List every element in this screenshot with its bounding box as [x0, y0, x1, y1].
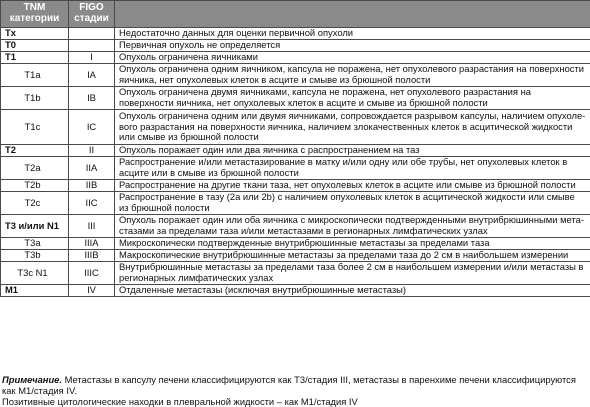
- table-row: [1, 40, 590, 52]
- table-row: [1, 145, 590, 157]
- table-body: [1, 28, 590, 297]
- header-tnm-line2: категории: [3, 14, 66, 25]
- header-tnm-line1: TNM: [3, 3, 66, 14]
- table-row: [1, 110, 590, 145]
- figo-stage-cell: IIA: [69, 157, 115, 180]
- header-figo-line1: FIGO: [71, 3, 112, 14]
- description-cell: Первичная опухоль не определяется: [115, 40, 590, 52]
- tnm-category-cell: Tx: [1, 28, 69, 40]
- table-row: [1, 192, 590, 215]
- tnm-category-cell: T2c: [1, 192, 69, 215]
- description-cell: Внутрибрюшинные метастазы за пределами таза более 2 см в наибольшем измерении и/или метастазы в регионарных лимфатических узлах: [115, 262, 590, 285]
- table-row: [1, 157, 590, 180]
- tnm-category-cell: T1: [1, 52, 69, 64]
- footnote-text1: Метастазы в капсулу печени классифицируются как T3/стадия III, метастазы в паренхиме печени классифицируются как M1/стадия IV.: [2, 374, 576, 396]
- tnm-category-cell: M1: [1, 285, 69, 297]
- table-row: [1, 262, 590, 285]
- table-row: [1, 87, 590, 110]
- footnote-line2: Позитивные цитологические находки в плевральной жидкости – как M1/стадия IV: [2, 396, 588, 407]
- figo-stage-cell: I: [69, 52, 115, 64]
- description-cell: Отдаленные метастазы (исключая внутрибрюшинные метастазы): [115, 285, 590, 297]
- description-cell: Опухоль ограничена яичниками: [115, 52, 590, 64]
- tnm-category-cell: T1c: [1, 110, 69, 145]
- description-cell: Опухоль ограничена двумя яичниками, капсула не поражена, нет опухолевого разрастания на поверхности яичника, нет опухолевых клеток в асците и смыве из брюшной полости: [115, 87, 590, 110]
- figo-stage-cell: IIB: [69, 180, 115, 192]
- figo-stage-cell: IIC: [69, 192, 115, 215]
- description-cell: Распространение в тазу (2a или 2b) с наличием опухолевых клеток в асцитической жидкости или смыве из брюшной полости: [115, 192, 590, 215]
- figo-stage-cell: II: [69, 145, 115, 157]
- figo-stage-cell: IV: [69, 285, 115, 297]
- description-cell: Недостаточно данных для оценки первичной опухоли: [115, 28, 590, 40]
- tnm-category-cell: T1a: [1, 64, 69, 87]
- tnm-category-cell: T3c N1: [1, 262, 69, 285]
- description-cell: Микроскопически подтвержденные внутрибрюшинные метастазы за пределами таза: [115, 238, 590, 250]
- description-cell: Распространение и/или метастазирование в матку и/или одну или обе трубы, нет опухолевых клеток в асците или в смыве из брюшной полости: [115, 157, 590, 180]
- header-tnm: [1, 1, 69, 28]
- table-row: [1, 238, 590, 250]
- footnote-line1: [2, 374, 588, 396]
- tnm-category-cell: T2a: [1, 157, 69, 180]
- table-row: [1, 215, 590, 238]
- figo-stage-cell: IC: [69, 110, 115, 145]
- table-row: [1, 64, 590, 87]
- tnm-category-cell: T3b: [1, 250, 69, 262]
- figo-stage-cell: IIIB: [69, 250, 115, 262]
- description-cell: Опухоль ограничена одним яичником, капсула не поражена, нет опухолевого разрастания на поверхности яичника, нет опухолевых клеток в асците и смыве из брюшной полости: [115, 64, 590, 87]
- figo-stage-cell: [69, 28, 115, 40]
- tnm-category-cell: T3 и/или N1: [1, 215, 69, 238]
- tnm-category-cell: T0: [1, 40, 69, 52]
- table-header-row: [1, 1, 590, 28]
- table-row: [1, 250, 590, 262]
- tnm-category-cell: T3a: [1, 238, 69, 250]
- header-description: [115, 1, 590, 28]
- figo-stage-cell: [69, 40, 115, 52]
- description-cell: Распространение на другие ткани таза, нет опухолевых клеток в асците или смыве из брюшной полости: [115, 180, 590, 192]
- figo-stage-cell: IIIC: [69, 262, 115, 285]
- tnm-category-cell: T2b: [1, 180, 69, 192]
- table-row: [1, 285, 590, 297]
- table-row: [1, 28, 590, 40]
- figo-stage-cell: IB: [69, 87, 115, 110]
- description-cell: Опухоль поражает один или два яичника с распространением на таз: [115, 145, 590, 157]
- description-cell: Опухоль поражает один или оба яичника с микроскопически подтвержденными внутрибрюшинными мета-стазами за пределами таза и/или метастазами в регионарных лимфатических узлах: [115, 215, 590, 238]
- description-cell: Опухоль ограничена одним или двумя яичниками, сопровождается разрывом капсулы, наличием опухоле-вого разрастания на поверхности яичника, наличием злокачественных клеток в асцитической жидкости или смыве из брюшной полости: [115, 110, 590, 145]
- footnote-label: Примечание.: [2, 374, 62, 385]
- figo-stage-cell: IIIA: [69, 238, 115, 250]
- figo-stage-cell: IA: [69, 64, 115, 87]
- tnm-category-cell: T1b: [1, 87, 69, 110]
- tnm-category-cell: T2: [1, 145, 69, 157]
- table-row: [1, 180, 590, 192]
- figo-stage-cell: III: [69, 215, 115, 238]
- header-figo: [69, 1, 115, 28]
- footnote: [2, 374, 588, 407]
- description-cell: Макроскопические внутрибрюшинные метастазы за пределами таза до 2 см в наибольшем измерении: [115, 250, 590, 262]
- header-figo-line2: стадии: [71, 14, 112, 25]
- table-row: [1, 52, 590, 64]
